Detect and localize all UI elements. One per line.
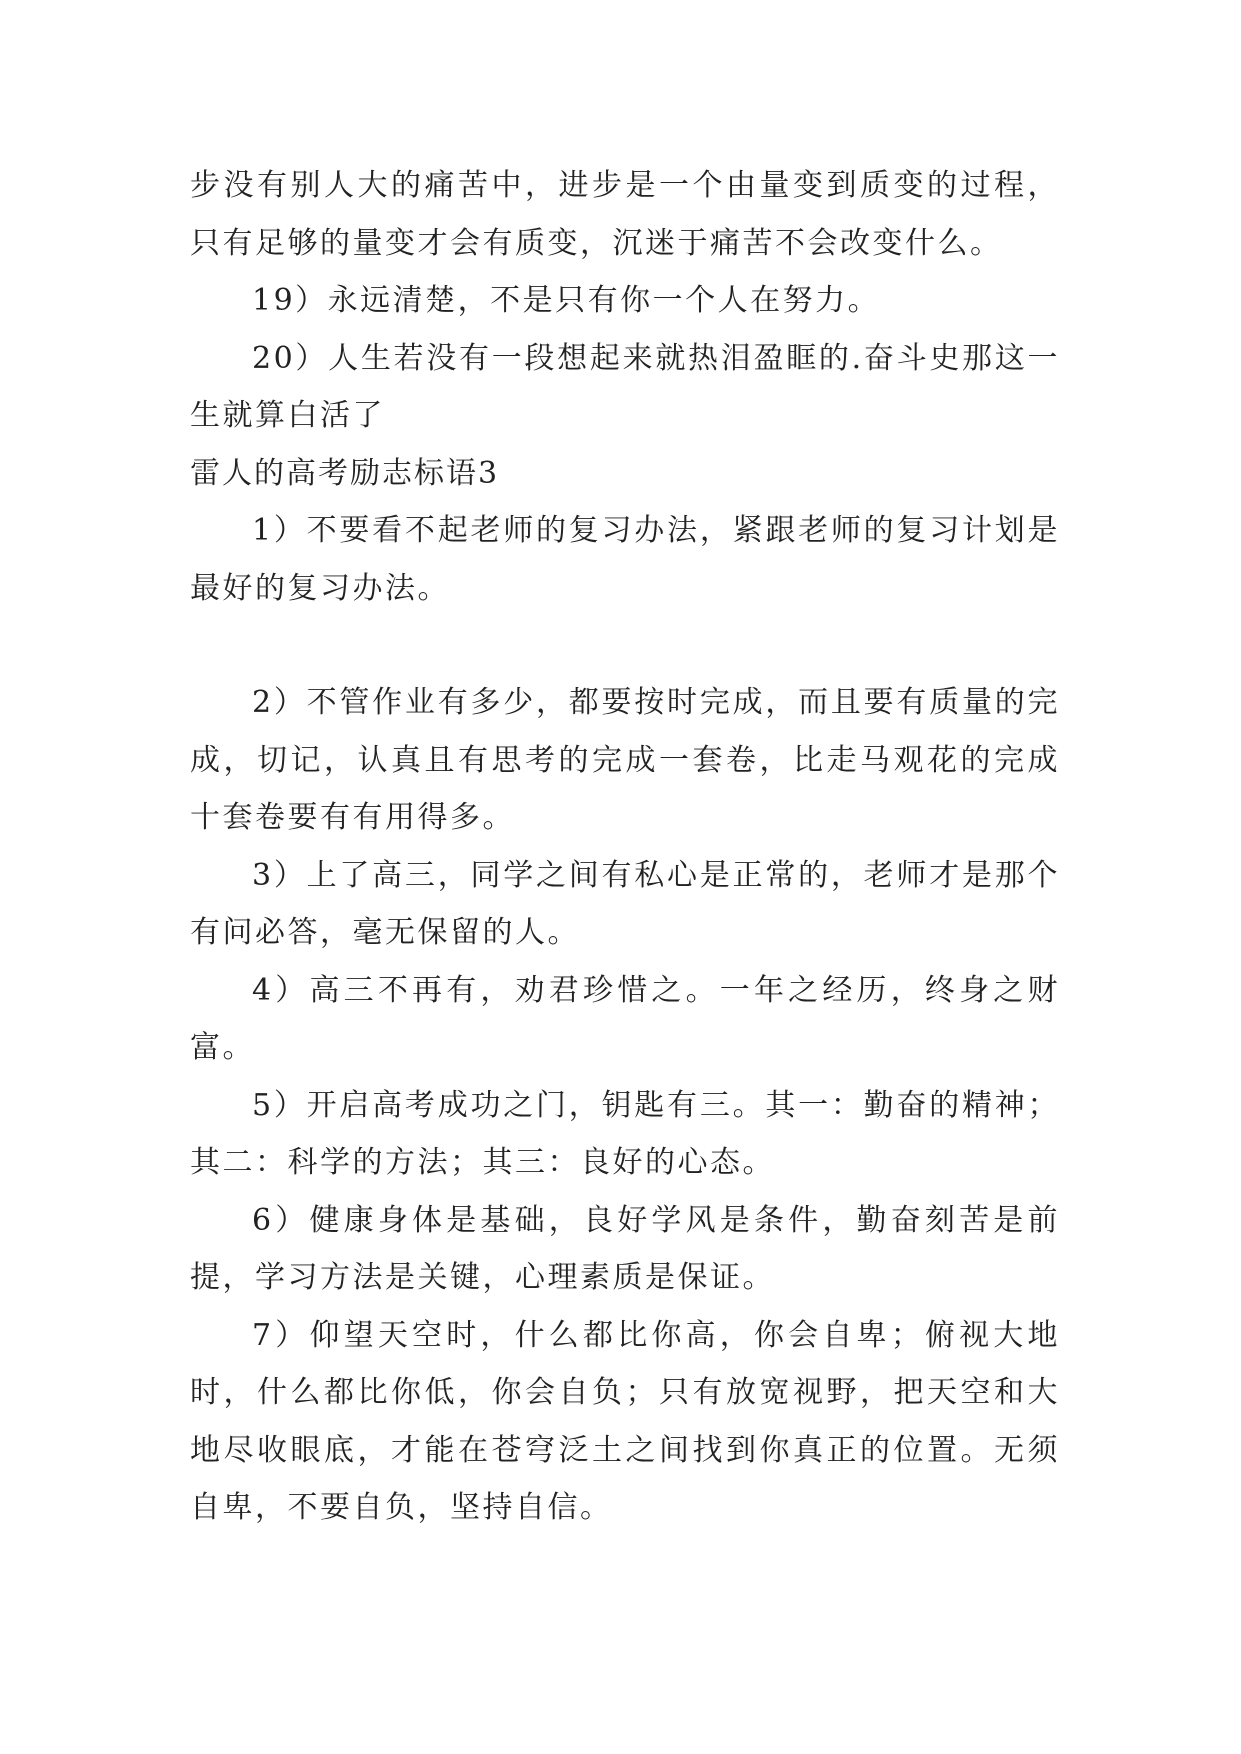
paragraph-item-7: 7）仰望天空时，什么都比你高，你会自卑；俯视大地时，什么都比你低，你会自负；只有放宽视野，把天空和大地尽收眼底，才能在苍穹泛土之间找到你真正的位置。无须自卑，不要自负，坚持自信。	[190, 1317, 1060, 1525]
section-heading: 雷人的高考励志标语3	[190, 455, 500, 491]
paragraph-item-5: 5）开启高考成功之门，钥匙有三。其一：勤奋的精神；其二：科学的方法；其三：良好的心态。	[190, 1087, 1060, 1180]
paragraph-item-1: 1）不要看不起老师的复习办法，紧跟老师的复习计划是最好的复习办法。	[190, 513, 1060, 606]
document-body	[190, 157, 1060, 1537]
blank-line	[190, 617, 1060, 674]
paragraph-continued: 步没有别人大的痛苦中，进步是一个由量变到质变的过程，只有足够的量变才会有质变，沉迷于痛苦不会改变什么。	[190, 168, 1060, 261]
paragraph-item-3: 3）上了高三，同学之间有私心是正常的，老师才是那个有问必答，毫无保留的人。	[190, 857, 1060, 950]
paragraph-item-6: 6）健康身体是基础，良好学风是条件，勤奋刻苦是前提，学习方法是关键，心理素质是保证。	[190, 1202, 1060, 1295]
paragraph-item-20: 20）人生若没有一段想起来就热泪盈眶的.奋斗史那这一生就算白活了	[190, 340, 1060, 433]
paragraph-item-4: 4）高三不再有，劝君珍惜之。一年之经历，终身之财富。	[190, 972, 1060, 1065]
paragraph-item-19: 19）永远清楚，不是只有你一个人在努力。	[252, 283, 881, 318]
paragraph-item-2: 2）不管作业有多少，都要按时完成，而且要有质量的完成，切记，认真且有思考的完成一套卷，比走马观花的完成十套卷要有有用得多。	[190, 685, 1060, 835]
